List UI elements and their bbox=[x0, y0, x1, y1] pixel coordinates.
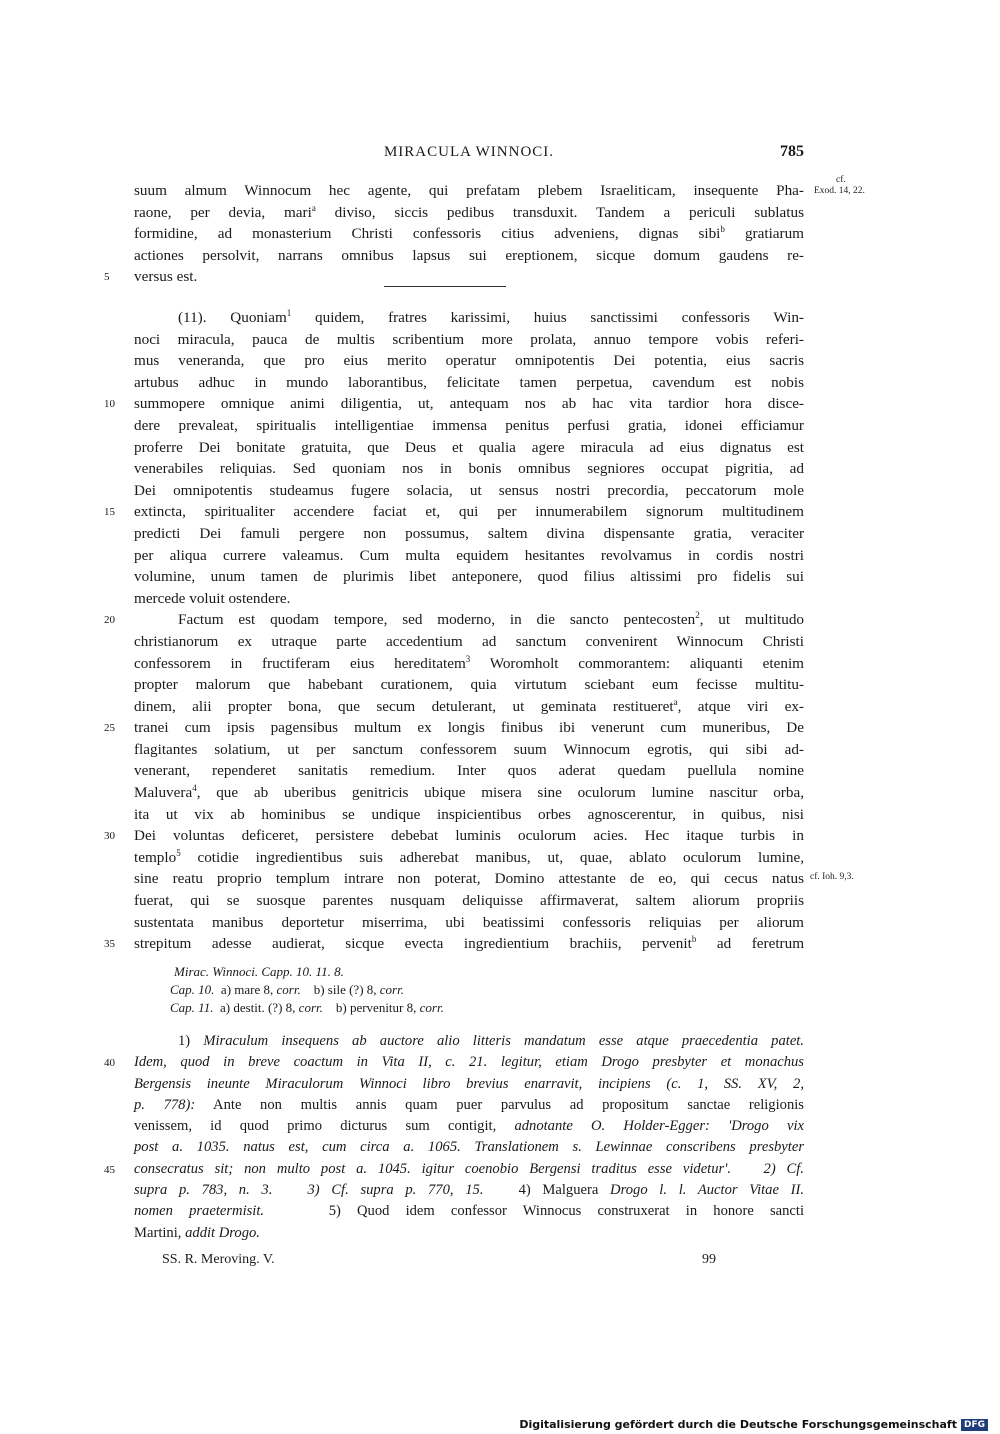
footnote-line: supra p. 783, n. 3. 3) Cf. supra p. 770, 15. 4) Malguera Drogo l. l. Auctor Vitae II. bbox=[134, 1182, 805, 1199]
footnote-line: venissem, id quod primo dicturus sum contigit, adnotante O. Holder-Egger: 'Drogo vix bbox=[134, 1118, 804, 1135]
text-line: sine reatu proprio templum intrare non poterat, Domino attestante de eo, qui cecus natus cf. Ioh. 9,3. bbox=[134, 870, 854, 888]
text-line: 30 Dei voluntas deficeret, persistere debebat luminis oculorum acies. Hec itaque turbis in bbox=[134, 825, 804, 847]
footnote-line: p. 778): Ante non multis annis quam puer parvulus ad propositum sanctae religionis bbox=[134, 1096, 804, 1113]
footnote-line: Bergensis ineunte Miraculorum Winnoci libro brevius enarravit, incipiens (c. 1, SS. XV, 2, bbox=[134, 1075, 804, 1092]
footnote-line: 40 Idem, quod in breve coactum in Vita II, c. 21. legitur, etiam Drogo presbyter et monachus bbox=[134, 1052, 804, 1073]
footnote-mark: 3 bbox=[465, 653, 471, 664]
chapter-11-text bbox=[104, 307, 854, 955]
margin-ref: cf. bbox=[836, 175, 846, 185]
text-line: 20 Factum est quodam tempore, sed moderno, in die sancto pentecosten$^2$, ut multitudo bbox=[134, 609, 804, 631]
text-line: predicti Dei famuli pergere non possumus, saltem divina dispensante gratia, veraciter bbox=[134, 524, 804, 542]
text-line: actiones persolvit, narrans omnibus lapsus sui ereptionem, sicque domum gaudens re- bbox=[134, 246, 804, 264]
line-number: 30 bbox=[104, 830, 115, 843]
sheet-signature: SS. R. Meroving. V. bbox=[162, 1252, 275, 1267]
footnote-line: post a. 1035. natus est, cum circa a. 1065. Translationem s. Lewinnae conscribens presbyter bbox=[134, 1139, 804, 1156]
text-line: 5 versus est. bbox=[134, 266, 396, 288]
apparatus-mark: b bbox=[691, 934, 697, 945]
text-line: dinem, alii propter bona, que secum detulerant, ut geminata restitueret$^a$, atque viri ex- bbox=[134, 696, 804, 715]
text-line: formidine, ad monasterium Christi confessoris citius adveniens, dignas sibi$^b$ gratiarum bbox=[134, 224, 804, 243]
text-line: per aliqua currere valeamus. Cum multa equidem hesitantes revolvamus in cordis nostri bbox=[134, 546, 804, 564]
text-line: 10 summopere omnique animi diligentia, ut, antequam nos ab hac vita tardior hora disce- bbox=[134, 393, 804, 415]
critical-apparatus bbox=[170, 963, 730, 1017]
text-line: proferre Dei bonitate gratuita, que Deus et qualia agere miracula ad eius dignatus est bbox=[134, 438, 804, 456]
footnotes bbox=[104, 1031, 805, 1244]
apparatus-line: Cap. 11. a) destit. (?) 8, corr. b) pervenitur 8, corr. bbox=[170, 1000, 444, 1015]
text-line: fuerat, qui se suosque parentes nusquam deliquisse affirmaverat, saltem aliorum propriis bbox=[134, 892, 804, 910]
text-line: artubus adhuc in mundo laborantibus, felicitate tamen perpetua, cavendum est nobis bbox=[134, 373, 804, 391]
apparatus-mark: a bbox=[311, 202, 316, 213]
line-number: 25 bbox=[104, 722, 115, 735]
text-line: volumine, unum tamen de plurimis libet anteponere, quod filius altissimi pro fidelis sui bbox=[134, 568, 804, 586]
text-line: venerant, rependeret sanitatis remedium. Inter quos aderat quedam puellula nomine bbox=[134, 762, 804, 780]
footnote-line: nomen praetermisit. 5) Quod idem confessor Winnocus construxerat in honore sancti bbox=[134, 1203, 804, 1220]
text-line: flagitantes solatium, ut per sanctum confessorem suum Winnocum egrotis, qui sibi ad- bbox=[134, 740, 804, 758]
text-line: propter malorum que habebant curationem, quia virtutum sciebant eum fecisse multitu- bbox=[134, 676, 804, 694]
main-text bbox=[104, 175, 865, 288]
text-line: ita ut vix ab hominibus se undique inspicientibus orbes agnoscerentur, in quibus, nisi bbox=[134, 805, 804, 823]
apparatus-line: Cap. 10. a) mare 8, corr. b) sile (?) 8, corr. bbox=[170, 982, 404, 997]
margin-ref: Exod. 14, 22. bbox=[814, 186, 865, 196]
line-number: 35 bbox=[104, 938, 115, 951]
credit-text: Digitalisierung gefördert durch die Deutsche Forschungsgemeinschaft bbox=[519, 1418, 957, 1431]
margin-ref: cf. Ioh. 9,3. bbox=[810, 872, 854, 883]
section-rule bbox=[384, 286, 506, 287]
text-line: Dei omnipotentis studeamus fugere solacia, ut sensus nostri precordia, peccatorum mole bbox=[134, 481, 804, 499]
text-line: 15 extincta, spiritualiter accendere faciat et, qui per innumerabilem signorum multitudinem bbox=[134, 501, 804, 523]
text-line: confessorem in fructiferam eius hereditatem$^3$ Woromholt commorantem: aliquanti etenim bbox=[134, 653, 804, 672]
footnote-line: 1) Miraculum insequens ab auctore alio litteris mandatum esse atque praecedentia patet. bbox=[178, 1033, 804, 1049]
text-line: Maluvera$^4$, que ab uberibus genitricis ubique misera sine oculorum lumine nascitur orba, bbox=[134, 783, 804, 802]
text-line: 35 strepitum adesse audierat, sicque evecta ingredientium brachiis, pervenit$^b$ ad feretrum bbox=[134, 933, 804, 955]
text-line: (11). Quoniam$^1$ quidem, fratres karissimi, huius sanctissimi confessoris Win- bbox=[178, 308, 804, 326]
line-number: 40 bbox=[104, 1057, 115, 1070]
text-line: christianorum ex utraque parte accedentium ad sanctum convenirent Winnocum Christi bbox=[134, 632, 804, 650]
line-number: 10 bbox=[104, 398, 115, 411]
line-number: 20 bbox=[104, 614, 115, 627]
apparatus-mark: b bbox=[720, 224, 725, 235]
text-line: venerabiles reliquias. Sed quoniam nos in bonis omnibus segniores occupat pigritia, ad bbox=[134, 460, 804, 478]
page-number: 785 bbox=[780, 143, 804, 160]
footnote-mark: 4 bbox=[192, 783, 197, 794]
footnote-mark: 5 bbox=[176, 847, 181, 858]
line-number: 5 bbox=[104, 271, 110, 284]
footnote-mark: 1 bbox=[286, 308, 292, 318]
running-title: MIRACULA WINNOCI. bbox=[383, 144, 555, 160]
text-line: templo$^5$ cotidie ingredientibus suis adherebat manibus, ut, quae, ablato oculorum lumine, bbox=[134, 847, 804, 866]
line-number: 15 bbox=[104, 506, 115, 519]
footnote-line: Martini, addit Drogo. bbox=[134, 1224, 260, 1241]
apparatus-sources: Mirac. Winnoci. Capp. 10. 11. 8. bbox=[174, 964, 344, 979]
dfg-logo-icon: DFG bbox=[961, 1419, 988, 1431]
footnote-line: 45 consecratus sit; non multo post a. 1045. igitur coenobio Bergensi traditus esse videtur'. 2) Cf. bbox=[134, 1159, 804, 1180]
text-line: 25 tranei cum ipsis pagensibus multum ex longis finibus ibi venerunt cum muneribus, De bbox=[134, 717, 804, 739]
text-line: dere prevaleat, spiritualis intelligentiae immensa penitus perfusi gratia, idonei efficiamur bbox=[134, 416, 804, 434]
text-line: sustentata manibus deportetur miserrima, ubi beatissimi confessoris reliquias per aliorum bbox=[134, 913, 804, 931]
line-number: 45 bbox=[104, 1163, 115, 1176]
text-line: mercede voluit ostendere. bbox=[134, 589, 291, 607]
text-line: suum almum Winnocum hec agente, qui prefatam plebem Israeliticam, insequente Pha- cf. Exod. 14, 22. bbox=[134, 175, 865, 199]
running-head bbox=[134, 144, 804, 166]
text-line: noci miracula, pauca de multis scribentium more prolata, annuo tempore vobis referi- bbox=[134, 330, 804, 348]
apparatus-mark: a bbox=[673, 696, 678, 707]
footnote-mark: 2 bbox=[695, 610, 700, 621]
sheet-number: 99 bbox=[702, 1252, 716, 1267]
text-line: raone, per devia, mari$^a$ diviso, siccis pedibus transduxit. Tandem a periculi sublatus bbox=[134, 202, 804, 221]
text-line: mus veneranda, que pro eius merito operatur omnipotentis Dei potentia, eius sacris bbox=[134, 352, 804, 370]
digitization-credit bbox=[519, 1418, 988, 1432]
